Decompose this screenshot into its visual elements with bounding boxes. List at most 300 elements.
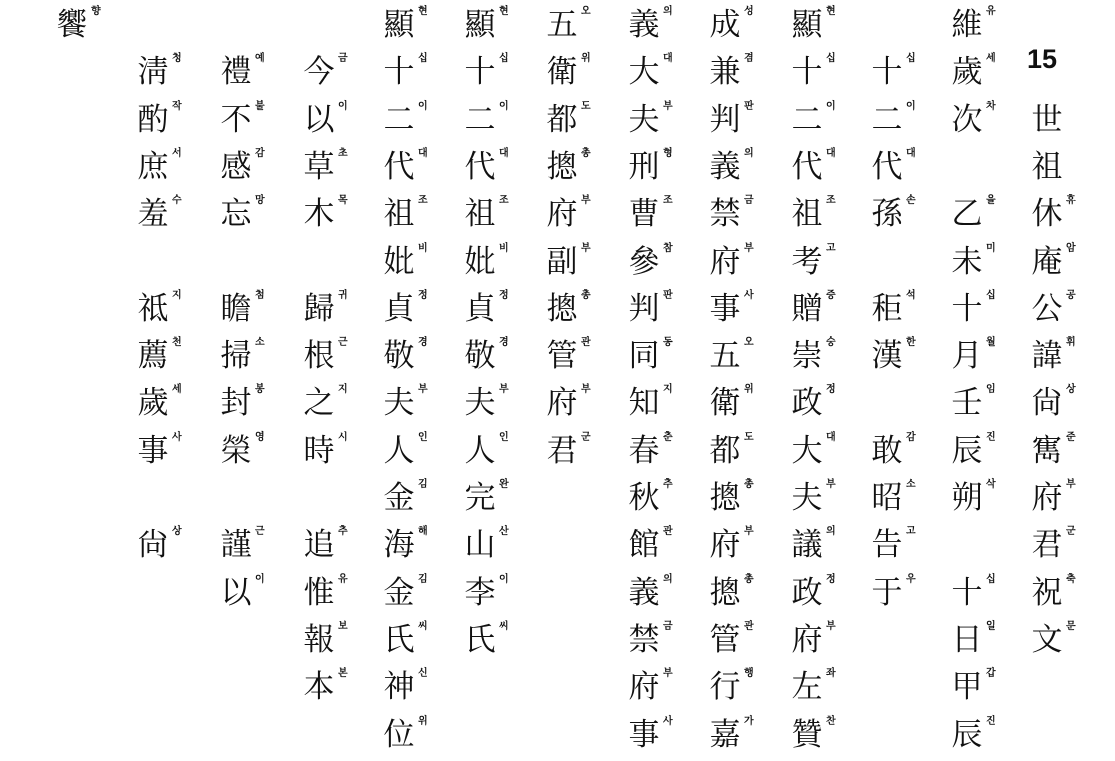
hangul-reading: 한 <box>906 337 916 349</box>
glyph-cell <box>791 523 875 571</box>
glyph-cell <box>951 429 1035 477</box>
hangul-reading: 행 <box>744 668 754 680</box>
hangul-reading: 상 <box>1066 384 1076 396</box>
hanja-char: 禁 <box>628 621 660 658</box>
hanja-char: 孫 <box>871 196 903 233</box>
glyph-cell <box>871 334 955 382</box>
glyph-cell <box>709 240 793 288</box>
hanja-char: 告 <box>871 527 903 564</box>
hangul-reading: 찬 <box>826 715 836 727</box>
hangul-reading: 유 <box>986 6 996 17</box>
hanja-char: 木 <box>303 196 335 233</box>
hangul-reading: 숭 <box>826 337 836 349</box>
glyph-cell <box>951 713 1035 761</box>
hangul-reading: 십 <box>499 53 509 65</box>
hangul-reading: 세 <box>172 384 182 396</box>
hangul-reading: 의 <box>826 526 836 538</box>
glyph-cell <box>464 334 548 382</box>
hangul-reading: 신 <box>418 668 428 680</box>
glyph-cell <box>464 287 548 335</box>
glyph-cell <box>951 618 1035 666</box>
hangul-reading: 정 <box>499 289 509 301</box>
hanja-char: 義 <box>628 574 660 611</box>
hangul-reading: 세 <box>986 53 996 65</box>
glyph-cell <box>220 50 304 98</box>
hanja-char: 草 <box>303 148 335 185</box>
hanja-char: 妣 <box>383 243 415 280</box>
glyph-cell <box>464 98 548 146</box>
glyph-cell <box>546 429 630 477</box>
hanja-char: 維 <box>951 7 983 43</box>
glyph-cell <box>383 665 467 713</box>
glyph-cell <box>871 50 955 98</box>
glyph-cell <box>951 665 1035 713</box>
hangul-reading: 관 <box>581 337 591 349</box>
glyph-cell <box>709 192 793 240</box>
hanja-char: 報 <box>303 621 335 658</box>
hanja-char: 十 <box>871 54 903 91</box>
glyph-cell <box>383 618 467 666</box>
glyph-cell <box>137 334 221 382</box>
hanja-char: 二 <box>871 101 903 138</box>
hanja-char: 漢 <box>871 338 903 375</box>
glyph-cell <box>137 381 221 429</box>
glyph-cell <box>383 240 467 288</box>
glyph-cell <box>791 192 875 240</box>
hanja-char: 祖 <box>791 196 823 233</box>
glyph-cell <box>137 429 221 477</box>
hanja-char: 府 <box>709 243 741 280</box>
hanja-char: 判 <box>709 101 741 138</box>
hangul-reading: 불 <box>255 100 265 112</box>
hangul-reading: 십 <box>418 53 428 65</box>
hangul-reading: 부 <box>744 242 754 254</box>
hangul-reading: 지 <box>338 384 348 396</box>
hangul-reading: 문 <box>1066 620 1076 632</box>
hangul-reading: 부 <box>499 384 509 396</box>
glyph-cell <box>709 713 793 761</box>
glyph-cell <box>464 50 548 98</box>
hanja-char: 酌 <box>137 101 169 138</box>
hangul-reading: 의 <box>663 573 673 585</box>
hanja-char: 今 <box>303 54 335 91</box>
hangul-reading: 부 <box>581 242 591 254</box>
glyph-cell <box>383 381 467 429</box>
hanja-char: 敢 <box>871 432 903 469</box>
glyph-cell <box>137 145 221 193</box>
hanja-char: 昭 <box>871 480 903 516</box>
glyph-cell <box>791 476 875 524</box>
glyph-cell <box>628 429 712 477</box>
hanja-char: 曹 <box>628 196 660 233</box>
hangul-reading: 씨 <box>418 620 428 632</box>
hanja-char: 人 <box>383 432 415 469</box>
hanja-char: 十 <box>383 54 415 91</box>
glyph-cell <box>628 523 712 571</box>
glyph-cell <box>220 429 304 477</box>
hangul-reading: 부 <box>418 384 428 396</box>
hangul-reading: 작 <box>172 100 182 112</box>
hanja-char: 歲 <box>951 54 983 91</box>
hanja-char: 根 <box>303 338 335 375</box>
hanja-char: 位 <box>383 716 415 753</box>
hangul-reading: 정 <box>826 573 836 585</box>
hangul-reading: 수 <box>172 195 182 207</box>
hangul-reading: 씨 <box>499 620 509 632</box>
hanja-char: 夫 <box>464 385 496 422</box>
glyph-cell <box>871 476 955 524</box>
hanja-char: 秬 <box>871 290 903 327</box>
hanja-char: 封 <box>220 385 252 422</box>
hangul-reading: 김 <box>418 479 428 490</box>
hangul-reading: 비 <box>499 242 509 254</box>
hanja-char: 府 <box>1031 480 1063 516</box>
hangul-reading: 조 <box>826 195 836 207</box>
hangul-reading: 진 <box>986 715 996 727</box>
hanja-char: 謹 <box>220 527 252 564</box>
glyph-cell <box>303 50 387 98</box>
hangul-reading: 부 <box>826 620 836 632</box>
hangul-reading: 보 <box>338 620 348 632</box>
glyph-cell <box>709 3 793 51</box>
glyph-cell <box>791 571 875 619</box>
glyph-cell <box>303 523 387 571</box>
glyph-cell <box>871 287 955 335</box>
hanja-char: 府 <box>791 621 823 658</box>
glyph-cell <box>791 429 875 477</box>
glyph-cell <box>951 50 1035 98</box>
hanja-char: 歸 <box>303 290 335 327</box>
hangul-reading: 근 <box>255 526 265 538</box>
hanja-char: 顯 <box>383 7 415 43</box>
hangul-reading: 향 <box>91 6 101 17</box>
glyph-cell <box>1031 145 1115 193</box>
hangul-reading: 현 <box>418 6 428 17</box>
glyph-cell <box>951 240 1035 288</box>
hanja-char: 公 <box>1031 290 1063 327</box>
hanja-char: 世 <box>1031 101 1063 138</box>
glyph-cell <box>546 145 630 193</box>
hangul-reading: 갑 <box>986 668 996 680</box>
hanja-char: 祝 <box>1031 574 1063 611</box>
hangul-reading: 의 <box>744 147 754 159</box>
hanja-char: 十 <box>951 290 983 327</box>
glyph-cell <box>628 571 712 619</box>
hangul-reading: 위 <box>744 384 754 396</box>
hanja-char: 代 <box>383 148 415 185</box>
hangul-reading: 초 <box>338 147 348 159</box>
hanja-char: 同 <box>628 338 660 375</box>
hangul-reading: 군 <box>581 431 591 443</box>
glyph-cell <box>709 523 793 571</box>
glyph-cell <box>546 240 630 288</box>
glyph-cell <box>791 334 875 382</box>
glyph-cell <box>546 98 630 146</box>
glyph-cell <box>628 192 712 240</box>
hanja-char: 衛 <box>709 385 741 422</box>
hanja-char: 時 <box>303 432 335 469</box>
hanja-char: 山 <box>464 527 496 564</box>
hanja-char: 金 <box>383 480 415 516</box>
hangul-reading: 인 <box>499 431 509 443</box>
hangul-reading: 위 <box>418 715 428 727</box>
glyph-cell <box>137 192 221 240</box>
glyph-cell <box>137 287 221 335</box>
glyph-cell <box>791 98 875 146</box>
hanja-char: 代 <box>871 148 903 185</box>
glyph-cell <box>464 3 548 51</box>
hangul-reading: 이 <box>499 100 509 112</box>
hangul-reading: 정 <box>418 289 428 301</box>
hangul-reading: 도 <box>744 431 754 443</box>
hanja-char: 尙 <box>1031 385 1063 422</box>
hanja-char: 都 <box>546 101 578 138</box>
hanja-char: 辰 <box>951 716 983 753</box>
glyph-cell <box>464 240 548 288</box>
glyph-cell <box>303 381 387 429</box>
hanja-char: 祖 <box>383 196 415 233</box>
glyph-cell <box>464 192 548 240</box>
hanja-char: 羞 <box>137 196 169 233</box>
hanja-char: 館 <box>628 527 660 564</box>
glyph-cell <box>951 192 1035 240</box>
hangul-reading: 봉 <box>255 384 265 396</box>
hanja-char: 政 <box>791 574 823 611</box>
hanja-char: 禮 <box>220 54 252 91</box>
glyph-cell <box>1031 98 1115 146</box>
hangul-reading: 이 <box>338 100 348 112</box>
text-column <box>791 0 875 753</box>
glyph-cell <box>1031 571 1115 619</box>
hangul-reading: 예 <box>255 53 265 65</box>
glyph-cell <box>220 145 304 193</box>
hangul-reading: 조 <box>499 195 509 207</box>
glyph-cell <box>628 50 712 98</box>
glyph-cell <box>383 145 467 193</box>
glyph-cell <box>464 618 548 666</box>
hanja-char: 朔 <box>951 480 983 516</box>
hangul-reading: 대 <box>499 147 509 159</box>
glyph-cell <box>628 98 712 146</box>
hangul-reading: 경 <box>418 337 428 349</box>
hangul-reading: 십 <box>906 53 916 65</box>
hanja-char: 以 <box>220 574 252 611</box>
glyph-cell <box>383 98 467 146</box>
hangul-reading: 도 <box>581 100 591 112</box>
hanja-char: 十 <box>791 54 823 91</box>
glyph-cell <box>464 476 548 524</box>
hangul-reading: 목 <box>338 195 348 207</box>
hangul-reading: 감 <box>255 147 265 159</box>
hangul-reading: 귀 <box>338 289 348 301</box>
hanja-char: 嘉 <box>709 716 741 753</box>
glyph-cell <box>220 523 304 571</box>
hanja-char: 十 <box>951 574 983 611</box>
text-column <box>137 0 221 618</box>
hangul-reading: 을 <box>986 195 996 207</box>
hangul-reading: 경 <box>499 337 509 349</box>
glyph-cell <box>1031 287 1115 335</box>
hangul-reading: 금 <box>744 195 754 207</box>
hanja-char: 于 <box>871 574 903 611</box>
hanja-char: 都 <box>709 432 741 469</box>
glyph-cell <box>791 240 875 288</box>
hanja-char: 考 <box>791 243 823 280</box>
hanja-char: 秋 <box>628 480 660 516</box>
glyph-cell <box>709 50 793 98</box>
hanja-char: 完 <box>464 480 496 516</box>
hangul-reading: 증 <box>826 289 836 301</box>
glyph-cell <box>628 618 712 666</box>
hangul-reading: 이 <box>499 573 509 585</box>
hangul-reading: 삭 <box>986 479 996 490</box>
hangul-reading: 첨 <box>255 289 265 301</box>
text-column <box>709 0 793 753</box>
hangul-reading: 사 <box>172 431 182 443</box>
hanja-char: 甲 <box>951 669 983 706</box>
glyph-cell <box>303 145 387 193</box>
hangul-reading: 판 <box>744 100 754 112</box>
hanja-char: 管 <box>709 621 741 658</box>
hanja-char: 忘 <box>220 196 252 233</box>
glyph-cell <box>871 571 955 619</box>
glyph-cell <box>1031 523 1115 571</box>
hangul-reading: 우 <box>906 573 916 585</box>
hanja-char: 瞻 <box>220 290 252 327</box>
glyph-cell <box>709 145 793 193</box>
hanja-char: 贈 <box>791 290 823 327</box>
hanja-char: 金 <box>383 574 415 611</box>
hangul-reading: 공 <box>1066 289 1076 301</box>
glyph-cell <box>709 665 793 713</box>
glyph-cell <box>383 476 467 524</box>
glyph-cell <box>303 98 387 146</box>
hanja-char: 管 <box>546 338 578 375</box>
hangul-reading: 부 <box>581 195 591 207</box>
hanja-char: 尙 <box>137 527 169 564</box>
hangul-reading: 손 <box>906 195 916 207</box>
glyph-cell <box>56 3 140 51</box>
hanja-char: 贊 <box>791 716 823 753</box>
hanja-char: 祖 <box>1031 148 1063 185</box>
glyph-cell <box>951 476 1035 524</box>
hangul-reading: 암 <box>1066 242 1076 254</box>
hangul-reading: 부 <box>1066 479 1076 490</box>
glyph-cell <box>1031 618 1115 666</box>
glyph-cell <box>303 192 387 240</box>
hangul-reading: 축 <box>1066 573 1076 585</box>
hanja-char: 摠 <box>546 148 578 185</box>
hangul-reading: 부 <box>826 479 836 490</box>
glyph-cell <box>137 98 221 146</box>
glyph-cell <box>546 287 630 335</box>
hanja-char: 事 <box>709 290 741 327</box>
glyph-cell <box>951 287 1035 335</box>
hanja-char: 夫 <box>383 385 415 422</box>
hanja-char: 諱 <box>1031 338 1063 375</box>
hangul-reading: 부 <box>663 668 673 680</box>
hangul-reading: 서 <box>172 147 182 159</box>
hanja-char: 追 <box>303 527 335 564</box>
hanja-char: 十 <box>464 54 496 91</box>
page-number: 15 <box>1027 44 1058 74</box>
hangul-reading: 이 <box>255 573 265 585</box>
glyph-cell <box>628 240 712 288</box>
hanja-char: 氏 <box>383 621 415 658</box>
hangul-reading: 형 <box>663 147 673 159</box>
glyph-cell <box>303 334 387 382</box>
glyph-cell <box>628 287 712 335</box>
hanja-char: 事 <box>628 716 660 753</box>
hanja-char: 大 <box>791 432 823 469</box>
glyph-cell <box>546 334 630 382</box>
hangul-reading: 유 <box>338 573 348 585</box>
glyph-cell <box>951 3 1035 51</box>
hanja-char: 二 <box>791 101 823 138</box>
hanja-char: 李 <box>464 574 496 611</box>
hanja-char: 夫 <box>791 480 823 516</box>
hangul-reading: 춘 <box>663 431 673 443</box>
hanja-char: 義 <box>628 7 660 43</box>
text-column <box>628 0 712 753</box>
hangul-reading: 조 <box>663 195 673 207</box>
hangul-reading: 군 <box>1066 526 1076 538</box>
glyph-cell <box>383 523 467 571</box>
hangul-reading: 감 <box>906 431 916 443</box>
glyph-cell <box>628 476 712 524</box>
hangul-reading: 월 <box>986 337 996 349</box>
glyph-cell <box>709 98 793 146</box>
hangul-reading: 대 <box>826 431 836 443</box>
glyph-cell <box>546 3 630 51</box>
hangul-reading: 의 <box>663 6 673 17</box>
glyph-cell <box>628 3 712 51</box>
hanja-char: 代 <box>791 148 823 185</box>
hanja-char: 二 <box>464 101 496 138</box>
hanja-char: 政 <box>791 385 823 422</box>
hangul-reading: 총 <box>581 147 591 159</box>
hanja-char: 淸 <box>137 54 169 91</box>
hanja-char: 五 <box>709 338 741 375</box>
glyph-cell <box>791 381 875 429</box>
hangul-reading: 위 <box>581 53 591 65</box>
glyph-cell <box>303 665 387 713</box>
hanja-char: 顯 <box>464 7 496 43</box>
hangul-reading: 청 <box>172 53 182 65</box>
hangul-reading: 부 <box>663 100 673 112</box>
glyph-cell <box>383 50 467 98</box>
hanja-char: 兼 <box>709 54 741 91</box>
hanja-char: 成 <box>709 7 741 43</box>
hanja-char: 判 <box>628 290 660 327</box>
glyph-cell <box>383 713 467 761</box>
hangul-reading: 휘 <box>1066 337 1076 349</box>
hanja-char: 海 <box>383 527 415 564</box>
glyph-cell <box>137 523 221 571</box>
hanja-char: 以 <box>303 101 335 138</box>
hanja-char: 神 <box>383 669 415 706</box>
hanja-char: 祖 <box>464 196 496 233</box>
hangul-reading: 진 <box>986 431 996 443</box>
hanja-char: 二 <box>383 101 415 138</box>
hangul-reading: 임 <box>986 384 996 396</box>
hanja-char: 不 <box>220 101 252 138</box>
hanja-char: 議 <box>791 527 823 564</box>
hangul-reading: 차 <box>986 100 996 112</box>
hangul-reading: 천 <box>172 337 182 349</box>
hanja-char: 府 <box>546 196 578 233</box>
hangul-reading: 완 <box>499 479 509 490</box>
